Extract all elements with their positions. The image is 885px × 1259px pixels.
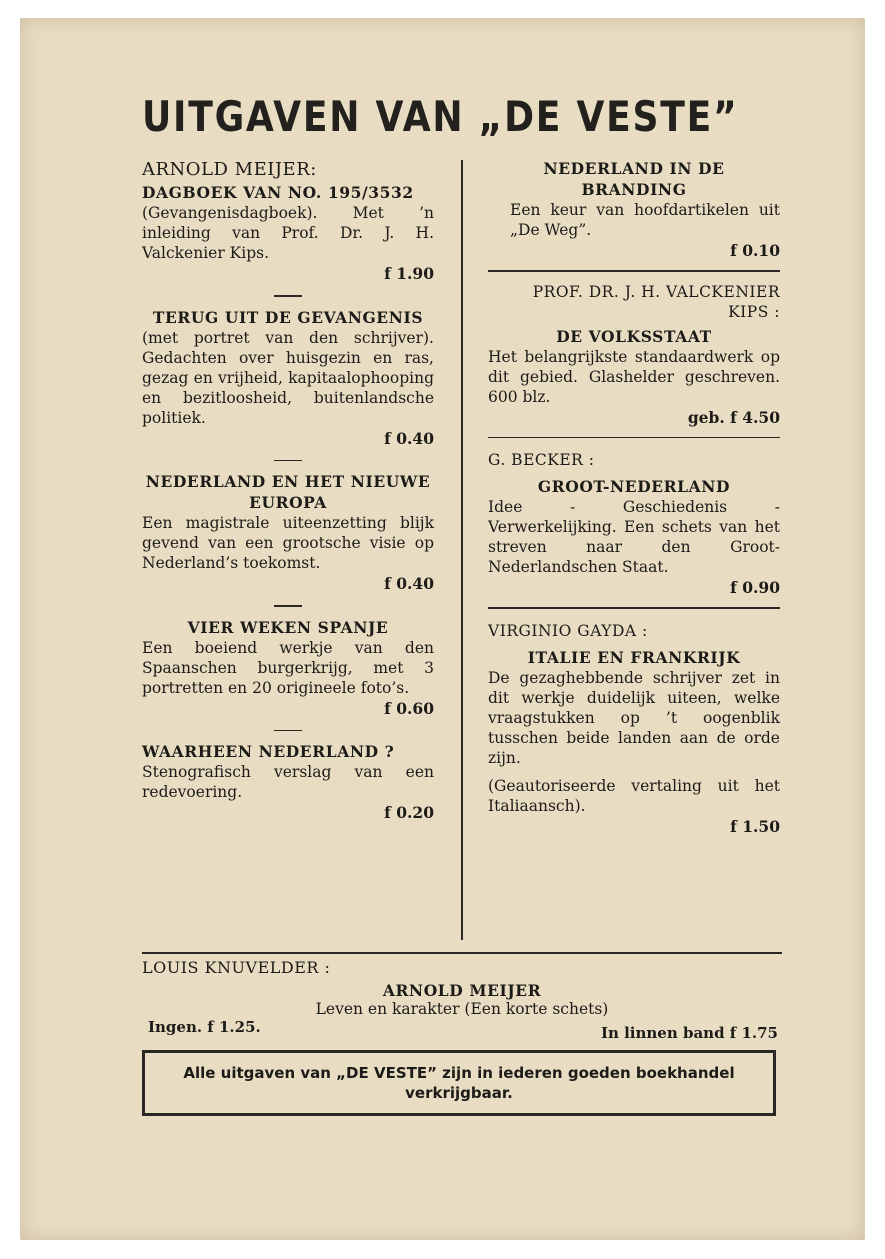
notice-text: Alle uitgaven van „DE VESTE” zijn in iederen goeden boekhandel verkrijgbaar. bbox=[183, 1064, 735, 1102]
book-price-branding: f 0.10 bbox=[730, 241, 780, 260]
book-title-vier-weken: VIER WEKEN SPANJE bbox=[187, 617, 389, 637]
book-price-dagboek: f 1.90 bbox=[384, 264, 434, 283]
book-desc-volksstaat: Het belangrijkste standaardwerk op dit gebied. Glashelder geschreven. 600 blz. bbox=[488, 347, 780, 406]
author-knuvelder: LOUIS KNUVELDER : bbox=[142, 958, 331, 977]
book-title-branding: NEDERLAND IN DE BRANDING bbox=[543, 159, 725, 199]
author-gayda: VIRGINIO GAYDA : bbox=[488, 621, 648, 640]
book-price-groot-nederland: f 0.90 bbox=[730, 578, 780, 597]
book-price-terug: f 0.40 bbox=[384, 428, 434, 448]
book-note-italie: (Geautoriseerde vertaling uit het Italiaansch). bbox=[488, 776, 780, 815]
book-price-italie: f 1.50 bbox=[730, 816, 780, 836]
column-divider bbox=[461, 160, 463, 940]
price-ingenaaid: Ingen. f 1.25. bbox=[148, 1018, 261, 1036]
page-title: UITGAVEN VAN „DE VESTE” bbox=[142, 92, 739, 141]
bottom-divider bbox=[142, 952, 782, 954]
book-desc-vier-weken: Een boeiend werkje van den Spaanschen burgerkrijg, met 3 portretten en 20 origineele foto’s. bbox=[142, 638, 434, 697]
notice-box bbox=[142, 1050, 776, 1116]
divider-short bbox=[274, 605, 302, 607]
book-price-waarheen: f 0.20 bbox=[384, 803, 434, 822]
divider-short bbox=[274, 460, 302, 462]
author-arnold-meijer: ARNOLD MEIJER: bbox=[142, 159, 317, 180]
book-desc-branding: Een keur van hoofdartikelen uit „De Weg”. bbox=[510, 201, 780, 239]
book-price-vier-weken: f 0.60 bbox=[384, 698, 434, 718]
book-title-dagboek: DAGBOEK VAN NO. 195/3532 bbox=[142, 183, 414, 202]
divider-short bbox=[274, 730, 302, 732]
book-desc-groot-nederland: Idee - Geschiedenis - Verwerkelijking. Een schets van het streven naar den Groot-Nederlandschen Staat. bbox=[488, 498, 780, 576]
divider bbox=[488, 270, 780, 272]
book-desc-nederland-europa: Een magistrale uiteenzetting blijk gevend van een grootsche visie op Nederland’s toekomst. bbox=[142, 514, 434, 572]
book-title-arnold-meijer: ARNOLD MEIJER bbox=[382, 981, 542, 1000]
book-price-volksstaat: geb. f 4.50 bbox=[687, 407, 780, 427]
book-subtitle-arnold-meijer: Leven en karakter (Een korte schets) bbox=[315, 1000, 609, 1018]
book-title-nederland-europa: NEDERLAND EN HET NIEUWE EUROPA bbox=[145, 472, 431, 512]
book-title-waarheen: WAARHEEN NEDERLAND ? bbox=[142, 742, 395, 761]
book-desc-dagboek: (Gevangenisdagboek). Met ’n inleiding van Prof. Dr. J. H. Valckenier Kips. bbox=[142, 204, 434, 262]
author-valckenier-kips: PROF. DR. J. H. VALCKENIER KIPS : bbox=[532, 282, 780, 321]
book-price-nederland-europa: f 0.40 bbox=[384, 574, 434, 593]
book-title-terug: TERUG UIT DE GEVANGENIS bbox=[152, 307, 424, 327]
book-desc-terug: (met portret van den schrijver). Gedachten over huisgezin en ras, gezag en vrijheid, kapitaalophooping en bezitloosheid, buitenlandsche politiek. bbox=[142, 328, 434, 427]
book-desc-italie: De gezaghebbende schrijver zet in dit werkje duidelijk uiteen, welke vraagstukken op ’t oogenblik tusschen beide landen aan de orde zijn. bbox=[488, 668, 780, 767]
book-title-volksstaat: DE VOLKSSTAAT bbox=[556, 326, 712, 346]
book-title-groot-nederland: GROOT-NEDERLAND bbox=[537, 477, 731, 496]
book-desc-waarheen: Stenografisch verslag van een redevoering. bbox=[142, 763, 434, 801]
right-column bbox=[488, 158, 780, 838]
divider bbox=[488, 607, 780, 609]
author-becker: G. BECKER : bbox=[488, 451, 595, 469]
divider-short bbox=[274, 295, 302, 297]
left-column bbox=[142, 158, 434, 824]
divider bbox=[488, 437, 780, 439]
price-linnen: In linnen band f 1.75 bbox=[600, 1024, 778, 1042]
book-title-italie: ITALIE EN FRANKRIJK bbox=[527, 647, 741, 667]
